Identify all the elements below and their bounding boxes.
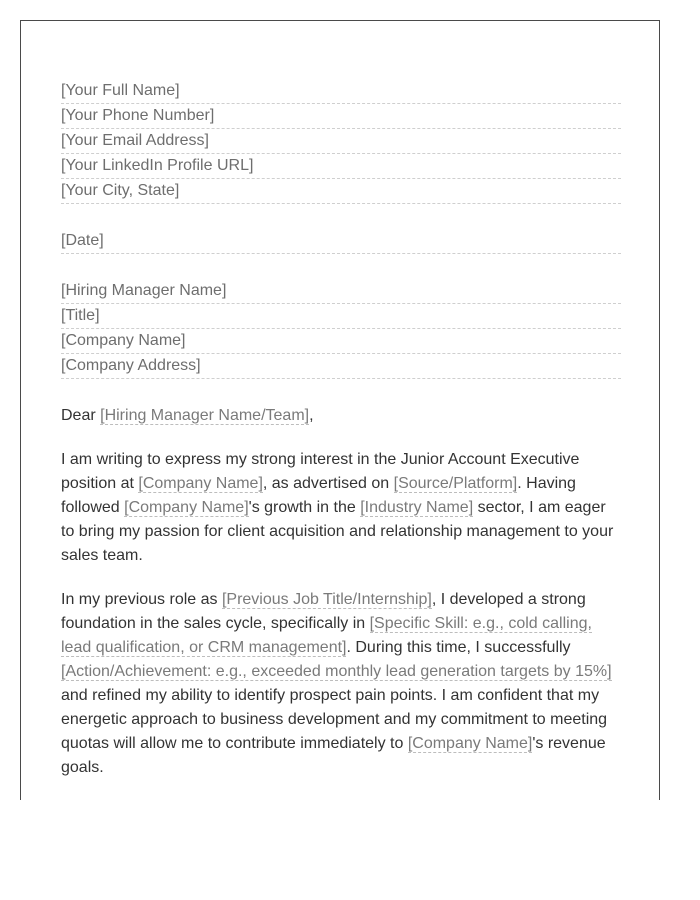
- sender-city-state-field[interactable]: [Your City, State]: [61, 179, 621, 204]
- para2-placeholder-previous-role[interactable]: [Previous Job Title/Internship]: [221, 591, 432, 608]
- para2-text-1: In my previous role as: [61, 591, 222, 608]
- sender-phone-field[interactable]: [Your Phone Number]: [61, 104, 621, 129]
- recipient-address-field[interactable]: [Company Address]: [61, 354, 621, 379]
- paragraph-intro: [61, 448, 621, 568]
- para1-placeholder-source[interactable]: [Source/Platform]: [393, 475, 518, 492]
- para1-text-5: sector, I am eager to bring my passion for client acquisition and relationship management to your sales team.: [61, 499, 614, 564]
- para1-placeholder-company-2[interactable]: [Company Name]: [124, 499, 249, 516]
- para1-text-1: I am writing to express my strong interest in the Junior Account Executive position at: [61, 451, 580, 492]
- para1-placeholder-industry[interactable]: [Industry Name]: [360, 499, 474, 516]
- para2-placeholder-skill[interactable]: [Specific Skill: e.g., cold calling, lead qualification, or CRM management]: [61, 615, 592, 656]
- para2-text-4: and refined my ability to identify prospect pain points. I am confident that my energetic approach to business development and my commitment to meeting quotas will allow me to contribute immediately to: [61, 687, 608, 752]
- para2-text-2: , I developed a strong foundation in the sales cycle, specifically in: [61, 591, 586, 632]
- para1-placeholder-company[interactable]: [Company Name]: [138, 475, 263, 492]
- sender-full-name-field[interactable]: [Your Full Name]: [61, 79, 621, 104]
- document-page: [20, 20, 660, 800]
- letter-content: [61, 79, 621, 780]
- salutation-suffix: ,: [309, 407, 314, 424]
- para1-text-4: 's growth in the: [248, 499, 361, 516]
- paragraph-experience: [61, 588, 621, 780]
- para2-text-5: 's revenue goals.: [61, 735, 606, 776]
- recipient-name-field[interactable]: [Hiring Manager Name]: [61, 279, 621, 304]
- recipient-title-field[interactable]: [Title]: [61, 304, 621, 329]
- para1-text-3: . Having followed: [61, 475, 576, 516]
- salutation: [61, 404, 621, 428]
- para2-placeholder-achievement[interactable]: [Action/Achievement: e.g., exceeded monthly lead generation targets by 15%]: [61, 663, 612, 680]
- sender-email-field[interactable]: [Your Email Address]: [61, 129, 621, 154]
- recipient-company-field[interactable]: [Company Name]: [61, 329, 621, 354]
- para1-text-2: , as advertised on: [262, 475, 394, 492]
- date-field[interactable]: [Date]: [61, 229, 621, 254]
- spacer: [61, 254, 621, 279]
- para2-placeholder-company[interactable]: [Company Name]: [407, 735, 533, 752]
- salutation-prefix: Dear: [61, 407, 101, 424]
- sender-linkedin-field[interactable]: [Your LinkedIn Profile URL]: [61, 154, 621, 179]
- spacer: [61, 204, 621, 229]
- salutation-placeholder[interactable]: [Hiring Manager Name/Team]: [100, 407, 310, 424]
- para2-text-3: . During this time, I successfully: [346, 639, 571, 656]
